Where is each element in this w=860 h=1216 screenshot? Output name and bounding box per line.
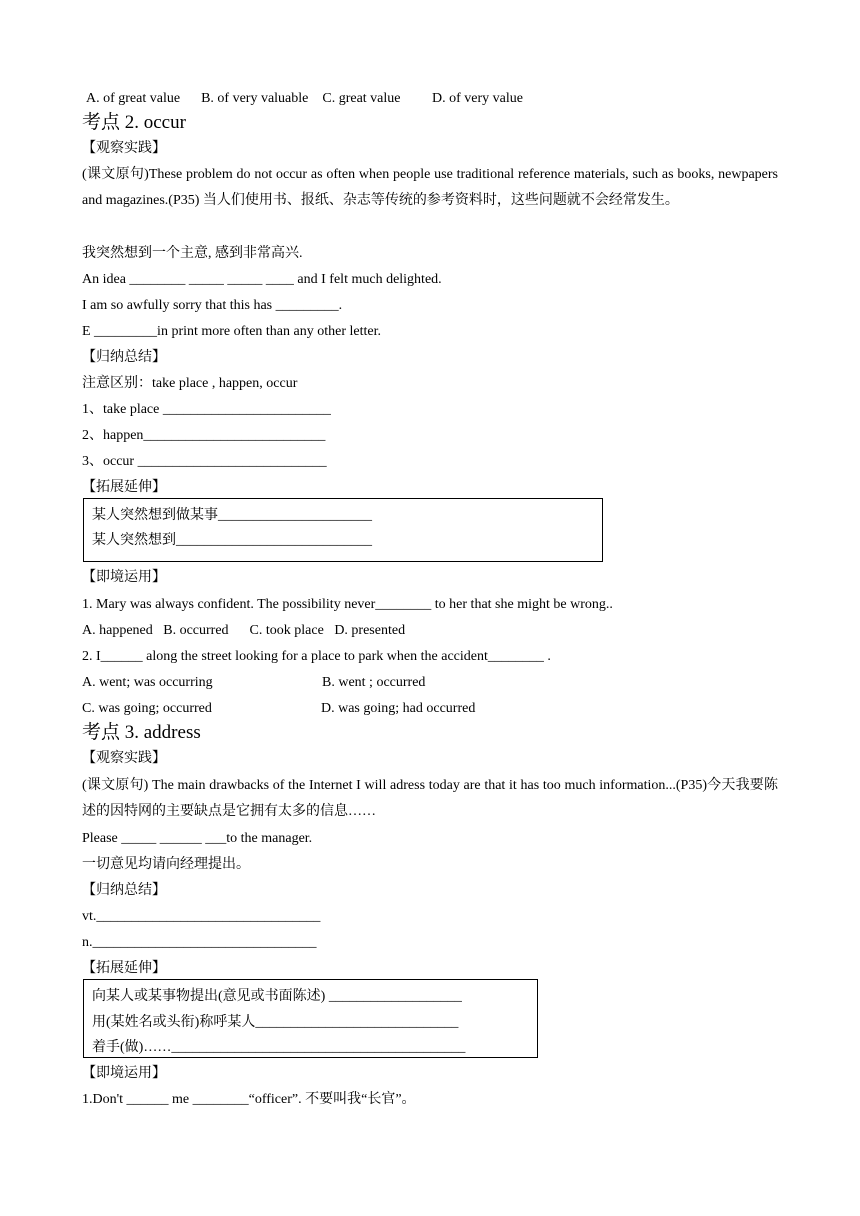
- section-2-apply-tag: 【即境运用】: [82, 570, 166, 585]
- section-2-original-sentence: (课文原句)These problem do not occur as often when people use traditional reference materials, such as books, newpapers and magazines.(P35) 当人们使用书、报纸、杂志等传统的参考资料时，这些问题就不会经常发生。: [82, 167, 778, 208]
- section-3-original-sentence: (课文原句) The main drawbacks of the Internet I will adress today are that it has too much information...(P35)今天我要陈述的因特网的主要缺点是它拥有太多的信息……: [82, 778, 778, 819]
- section-2-exercise-1: An idea ________ _____ _____ ____ and I felt much delighted.: [82, 272, 442, 287]
- section-2-exercise-3: E _________in print more often than any other letter.: [82, 324, 381, 339]
- section-3-heading: 考点 3. address: [82, 722, 201, 743]
- section-2-exercise-2: I am so awfully sorry that this has _________.: [82, 298, 343, 313]
- section-2-observe-tag: 【观察实践】: [82, 141, 166, 156]
- section-2-extend-box: [83, 498, 603, 562]
- section-2-box-line-1: 某人突然想到做某事______________________: [92, 508, 372, 523]
- section-2-item-1: 1、take place ________________________: [82, 402, 331, 417]
- section-2-item-2: 2、happen__________________________: [82, 428, 326, 443]
- section-2-summary-tag: 【归纳总结】: [82, 350, 166, 365]
- section-3-extend-box: [83, 979, 538, 1058]
- section-3-vt-line: vt.________________________________: [82, 909, 321, 924]
- section-3-exercise-1: Please _____ ______ ___to the manager.: [82, 831, 313, 846]
- section-3-cn-sentence: 一切意见均请向经理提出。: [82, 857, 250, 872]
- section-2-box-line-2: 某人突然想到____________________________: [92, 533, 372, 548]
- section-3-apply-tag: 【即境运用】: [82, 1066, 166, 1081]
- section-3-box-line-3: 着手(做)……__________________________________________: [92, 1040, 466, 1055]
- section-2-question-1: 1. Mary was always confident. The possibility never________ to her that she might be wrong..: [82, 597, 613, 612]
- section-2-extend-tag: 【拓展延伸】: [82, 480, 166, 495]
- section-2-cn-sentence: 我突然想到一个主意, 感到非常高兴.: [82, 246, 303, 261]
- section-2-question-2-option-d: D. was going; had occurred: [321, 701, 476, 716]
- section-3-question-1: 1.Don't ______ me ________“officer”. 不要叫我“长官”。: [82, 1092, 416, 1107]
- section-2-question-2-option-a: A. went; was occurring: [82, 675, 213, 690]
- section-3-observe-tag: 【观察实践】: [82, 751, 166, 766]
- section-2-question-2-option-c: C. was going; occurred: [82, 701, 212, 716]
- section-3-extend-tag: 【拓展延伸】: [82, 961, 166, 976]
- section-2-question-2: 2. I______ along the street looking for a place to park when the accident________ .: [82, 649, 551, 664]
- section-3-n-line: n.________________________________: [82, 935, 317, 950]
- section-2-heading: 考点 2. occur: [82, 112, 186, 133]
- section-2-question-2-option-b: B. went ; occurred: [322, 675, 426, 690]
- section-2-item-3: 3、occur ___________________________: [82, 454, 327, 469]
- section-3-box-line-1: 向某人或某事物提出(意见或书面陈述) ___________________: [92, 989, 462, 1004]
- previous-question-options: A. of great value B. of very valuable C. great value D. of very value: [86, 91, 523, 106]
- section-3-summary-tag: 【归纳总结】: [82, 883, 166, 898]
- section-2-note: 注意区别：take place , happen, occur: [82, 376, 298, 391]
- section-3-box-line-2: 用(某姓名或头衔)称呼某人_____________________________: [92, 1015, 459, 1030]
- section-2-question-1-options: A. happened B. occurred C. took place D. presented: [82, 623, 406, 638]
